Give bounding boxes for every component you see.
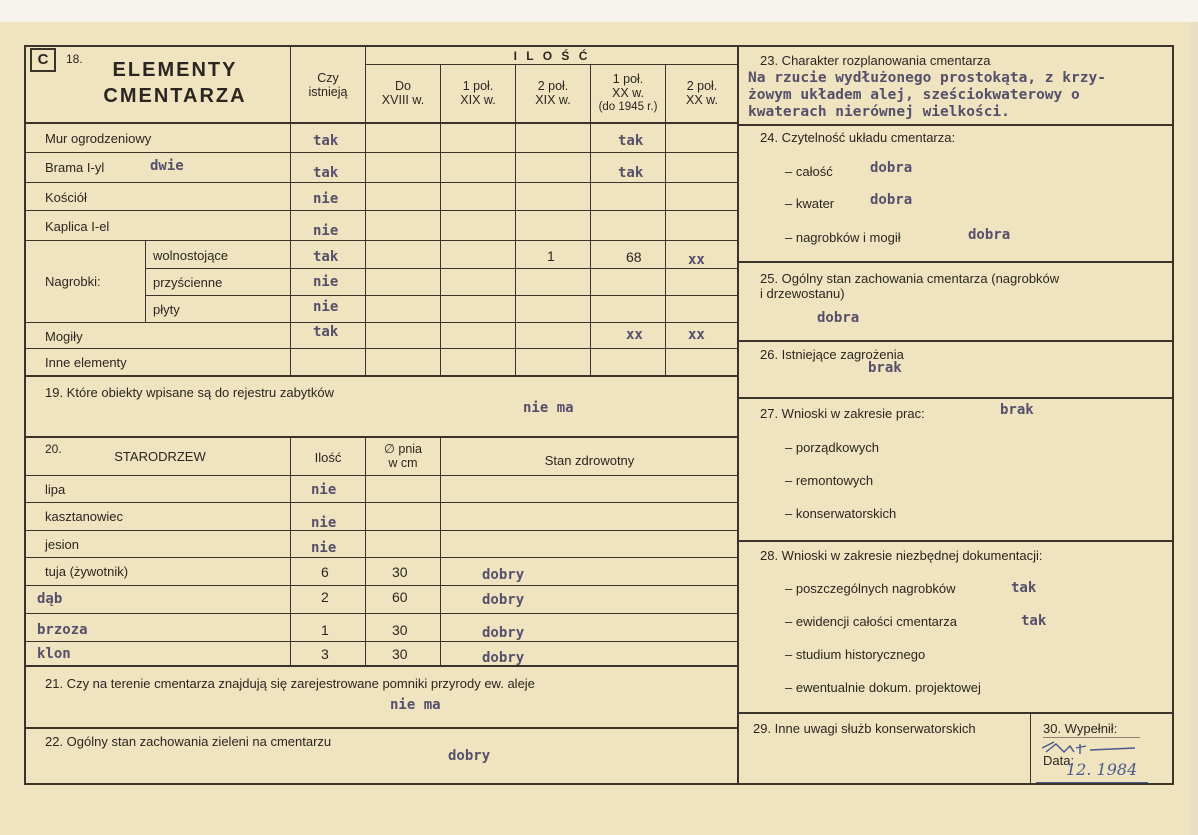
s25-label-l1: 25. Ogólny stan zachowania cmentarza (nagrobków [760, 271, 1060, 286]
col-exists-l2: istnieją [308, 85, 348, 99]
s18-vline-nagrobki [145, 240, 146, 322]
s19-bottom [24, 436, 738, 438]
s20-number: 20. [45, 442, 62, 456]
tree-health: dobry [482, 650, 525, 666]
row-brama-label: Brama I-yl [45, 160, 105, 175]
tree-name: brzoza [37, 622, 88, 638]
row-kaplica-exists: nie [313, 223, 339, 239]
s28-bottom [737, 712, 1174, 714]
period-4-l2: XX w. [612, 86, 644, 100]
s24-bottom [737, 261, 1174, 263]
s23-label: 23. Charakter rozplanowania cmentarza [760, 53, 991, 68]
s24-item-label: – nagrobków i mogił [785, 230, 901, 245]
s20-bottom [24, 665, 738, 667]
s20-header-bottom [24, 475, 738, 476]
section-letter-box: C [30, 48, 56, 72]
s18-title-line1: ELEMENTY [112, 59, 238, 81]
frame-left [24, 45, 26, 785]
tree-name: jesion [45, 537, 79, 552]
s25-bottom [737, 340, 1174, 342]
s21-label: 21. Czy na terenie cmentarza znajdują się zarejestrowane pomniki przyrody ew. aleje [45, 676, 535, 691]
s21-bottom [24, 727, 738, 729]
period-5-l1: 2 poł. [686, 79, 718, 93]
period-1-l1: Do [395, 79, 411, 93]
period-4-l1: 1 poł. [612, 72, 644, 86]
s20-col-diam-l2: w cm [388, 456, 418, 470]
frame-top [24, 45, 1174, 47]
s28-item-label: – ewidencji całości cmentarza [785, 614, 957, 629]
s23-text-line2: żowym układem alej, sześciokwaterowy o [748, 87, 1080, 103]
s18-header-bottom [24, 122, 738, 124]
ilosc-header: I L O Ś Ć [513, 49, 591, 63]
s30-label: 30. Wypełnił: [1043, 721, 1118, 736]
s18-row-line [145, 268, 738, 269]
row-wolno-p3: 1 [547, 248, 555, 264]
tree-name: dąb [37, 591, 63, 607]
s18-row-line [24, 240, 738, 241]
s24-item-value: dobra [968, 227, 1011, 243]
s27-bottom [737, 540, 1174, 542]
s20-col-health: Stan zdrowotny [544, 453, 635, 468]
s18-vline-p4 [665, 64, 666, 375]
paper-right-edge [1190, 22, 1198, 835]
s18-row-line [24, 348, 738, 349]
row-kosciol-label: Kościół [45, 190, 87, 205]
tree-diam: 30 [392, 622, 408, 638]
s22-value: dobry [448, 748, 491, 764]
s26-label: 26. Istniejące zagrożenia [760, 347, 904, 362]
row-mur-exists: tak [313, 133, 339, 149]
s27-item: – konserwatorskich [785, 506, 897, 521]
row-mur-label: Mur ogrodzeniowy [45, 131, 152, 146]
frame-right [1172, 45, 1174, 785]
s23-text-line1: Na rzucie wydłużonego prostokąta, z krzy- [748, 70, 1106, 86]
s27-item: – remontowych [785, 473, 874, 488]
period-1-l2: XVIII w. [381, 93, 425, 107]
tree-count: nie [311, 515, 337, 531]
row-brama-p4: tak [618, 165, 644, 181]
row-mogily-p5: xx [688, 327, 705, 343]
row-mogily-p4: xx [626, 327, 643, 343]
s20-title: STARODRZEW [114, 449, 206, 464]
s20-row-line [24, 557, 738, 558]
row-wolno-p4: 68 [626, 249, 642, 265]
period-3-l2: XIX w. [535, 93, 571, 107]
s23-bottom [737, 124, 1174, 126]
frame-bottom [24, 783, 1174, 785]
row-wolno-exists: tak [313, 249, 339, 265]
s20-row-line [24, 641, 738, 642]
s27-value: brak [1000, 402, 1034, 418]
s27-item: – porządkowych [785, 440, 879, 455]
s30-vline [1030, 712, 1031, 784]
s30-date-label: Data: [1043, 753, 1075, 768]
s18-bottom [24, 375, 738, 377]
tree-count: nie [311, 540, 337, 556]
s28-label: 28. Wnioski w zakresie niezbędnej dokumentacji: [760, 548, 1043, 563]
tree-health: dobry [482, 625, 525, 641]
tree-diam: 30 [392, 564, 408, 580]
row-przys-label: przyścienne [153, 275, 223, 290]
s18-row-line [24, 210, 738, 211]
s22-label: 22. Ogólny stan zachowania zieleni na cmentarzu [45, 734, 332, 749]
s27-label: 27. Wnioski w zakresie prac: [760, 406, 925, 421]
row-mogily-exists: tak [313, 324, 339, 340]
tree-name: klon [37, 646, 71, 662]
paper-top-strip [0, 0, 1198, 22]
row-brama-exists: tak [313, 165, 339, 181]
period-3-l1: 2 poł. [537, 79, 569, 93]
s25-value: dobra [817, 310, 860, 326]
tree-health: dobry [482, 592, 525, 608]
s25-label-l2: i drzewostanu) [760, 286, 845, 301]
row-nagrobki-label: Nagrobki: [45, 274, 101, 289]
s24-label: 24. Czytelność układu cmentarza: [760, 130, 956, 145]
s18-title-line2: CMENTARZA [103, 85, 247, 107]
tree-name: lipa [45, 482, 66, 497]
tree-count: 6 [321, 564, 329, 580]
tree-diam: 60 [392, 589, 408, 605]
s19-label: 19. Które obiekty wpisane są do rejestru zabytków [45, 385, 335, 400]
period-4-l3: (do 1945 r.) [598, 101, 658, 113]
frame-middle [737, 45, 739, 785]
s18-number: 18. [66, 52, 83, 66]
s20-vline-diam [365, 436, 366, 666]
row-mogily-label: Mogiły [45, 329, 83, 344]
row-brama-note: dwie [150, 158, 184, 174]
row-plyty-label: płyty [153, 302, 180, 317]
row-wolno-label: wolnostojące [153, 248, 229, 263]
tree-diam: 30 [392, 646, 408, 662]
tree-count: 2 [321, 589, 329, 605]
s29-label: 29. Inne uwagi służb konserwatorskich [753, 721, 976, 736]
s26-value: brak [868, 360, 902, 376]
s30-date-value: 12. 1984 [1066, 760, 1138, 779]
s20-row-line [24, 613, 738, 614]
s30-date-underline [1036, 782, 1148, 783]
s28-item-value: tak [1021, 613, 1047, 629]
s21-value: nie ma [390, 697, 441, 713]
tree-health: dobry [482, 567, 525, 583]
s28-item-label: – studium historycznego [785, 647, 926, 662]
s20-row-line [24, 585, 738, 586]
tree-count: nie [311, 482, 337, 498]
tree-name: kasztanowiec [45, 509, 124, 524]
row-wolno-p5: xx [688, 252, 705, 268]
s20-vline-count [290, 436, 291, 666]
row-inne-label: Inne elementy [45, 355, 127, 370]
tree-count: 1 [321, 622, 329, 638]
s28-item-label: – poszczególnych nagrobków [785, 581, 956, 596]
s20-row-line [24, 502, 738, 503]
row-kosciol-exists: nie [313, 191, 339, 207]
s23-text-line3: kwaterach nierównej wielkości. [748, 104, 1010, 120]
row-kaplica-label: Kaplica I-el [45, 219, 110, 234]
row-plyty-exists: nie [313, 299, 339, 315]
period-2-l1: 1 poł. [462, 79, 494, 93]
tree-count: 3 [321, 646, 329, 662]
tree-name: tuja (żywotnik) [45, 564, 129, 579]
period-5-l2: XX w. [686, 93, 718, 107]
col-exists-l1: Czy [317, 71, 339, 85]
s20-vline-health [440, 436, 441, 666]
s24-item-value: dobra [870, 160, 913, 176]
s18-vline-p1 [440, 64, 441, 375]
s24-item-value: dobra [870, 192, 913, 208]
s18-row-line [24, 152, 738, 153]
s24-item-label: – kwater [785, 196, 835, 211]
row-przys-exists: nie [313, 274, 339, 290]
s18-row-line [24, 322, 738, 323]
s28-item-value: tak [1011, 580, 1037, 596]
s18-row-line [145, 295, 738, 296]
s18-vline-p2 [515, 64, 516, 375]
period-2-l2: XIX w. [460, 93, 496, 107]
s28-item-label: – ewentualnie dokum. projektowej [785, 680, 981, 695]
s20-col-count: Ilość [314, 450, 342, 465]
row-mur-p4: tak [618, 133, 644, 149]
s20-row-line [24, 530, 738, 531]
s24-item-label: – całość [785, 164, 833, 179]
s19-value: nie ma [523, 400, 574, 416]
ilosc-underline [366, 64, 738, 65]
s20-col-diam-l1: ∅ pnia [384, 442, 422, 456]
s18-row-line [24, 182, 738, 183]
s26-bottom [737, 397, 1174, 399]
